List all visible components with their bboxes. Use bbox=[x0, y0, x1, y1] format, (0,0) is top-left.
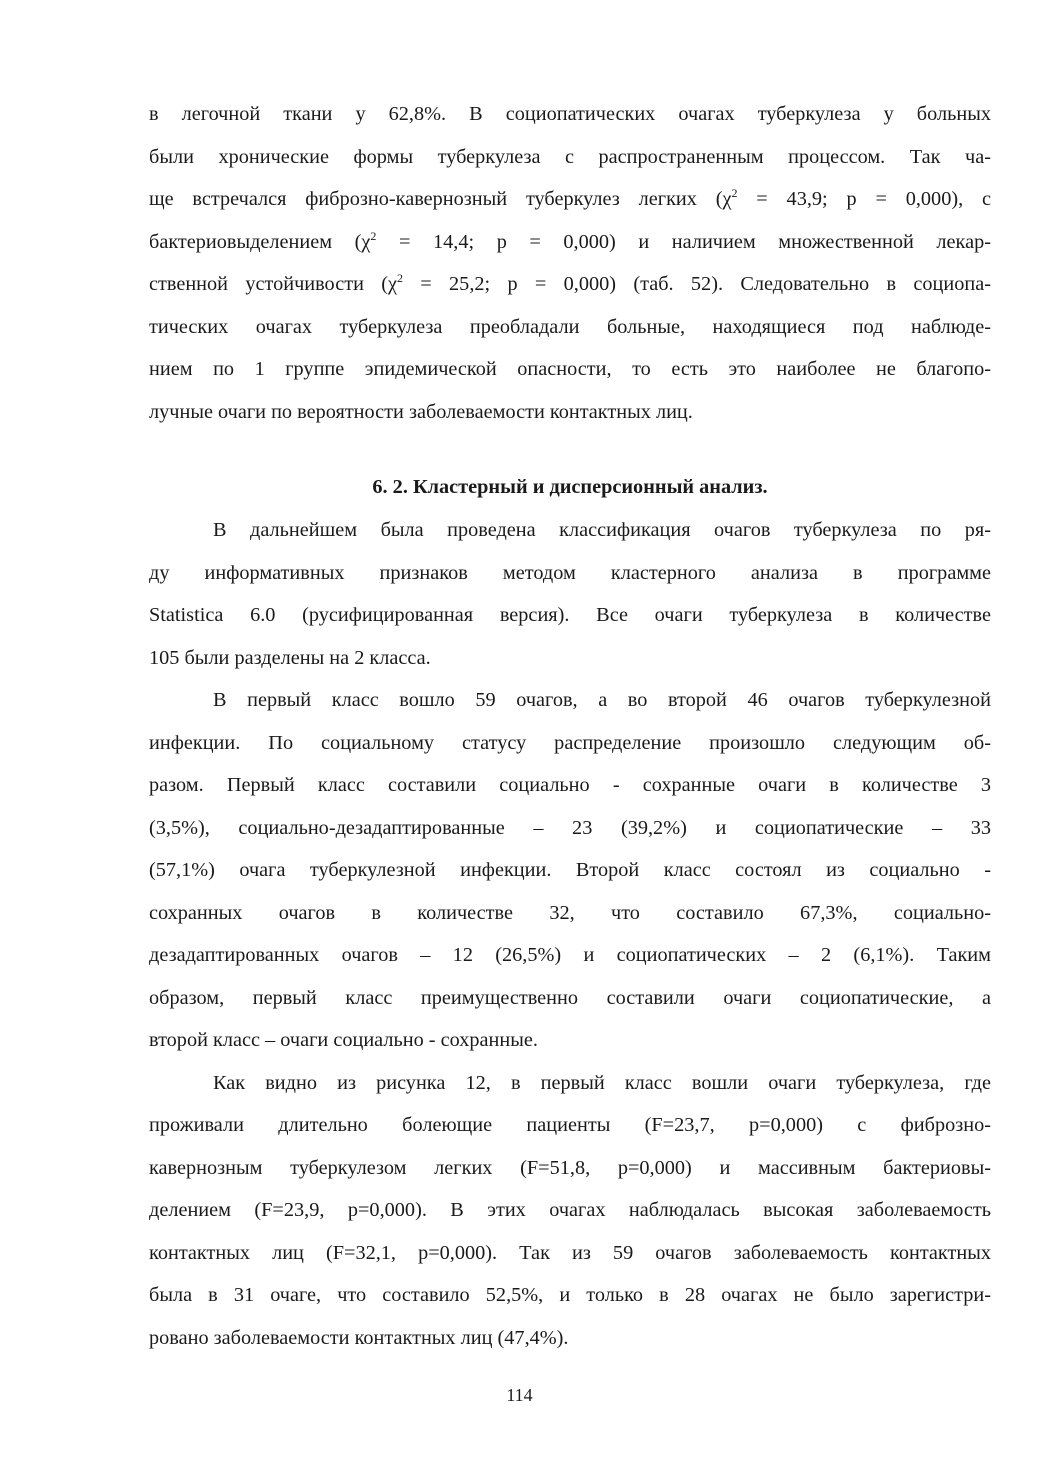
text-line: 105 были разделены на 2 класса. bbox=[149, 646, 431, 669]
text-line: ровано заболеваемости контактных лиц (47,4%). bbox=[149, 1326, 569, 1349]
section-heading: 6. 2. Кластерный и дисперсионный анализ. bbox=[372, 476, 768, 498]
text-line: (57,1%) очага туберкулезной инфекции. Второй класс состоял из социально - bbox=[149, 859, 991, 881]
text-line: ственной устойчивости ($\chi^2 = 25,2$; р = 0,000) (таб. 52). Следовательно в социопа- bbox=[149, 271, 991, 295]
text-line: контактных лиц (F=32,1, р=0,000). Так из 59 очагов заболеваемость контактных bbox=[149, 1241, 991, 1264]
text-line: образом, первый класс преимущественно составили очаги социопатические, а bbox=[149, 986, 991, 1009]
text-section-intro bbox=[149, 93, 991, 433]
paragraph bbox=[149, 93, 991, 433]
document-page bbox=[149, 93, 991, 1359]
text-line: сохранных очагов в количестве 32, что составило 67,3%, социально- bbox=[149, 901, 991, 924]
text-line: дезадаптированных очагов – 12 (26,5%) и социопатических – 2 (6,1%). Таким bbox=[149, 944, 991, 966]
text-line: кавернозным туберкулезом легких (F=51,8, р=0,000) и массивным бактериовы- bbox=[149, 1156, 991, 1179]
text-line: второй класс – очаги социально - сохранные. bbox=[149, 1029, 538, 1051]
text-line: была в 31 очаге, что составило 52,5%, и только в 28 очагах не было зарегистри- bbox=[149, 1284, 991, 1306]
text-line: проживали длительно болеющие пациенты (F=23,7, р=0,000) с фиброзно- bbox=[149, 1114, 991, 1136]
text-line: тических очагах туберкулеза преобладали больные, находящиеся под наблюде- bbox=[149, 315, 991, 338]
text-line: ду информативных признаков методом кластерного анализа в программе bbox=[149, 561, 991, 584]
paragraph bbox=[149, 679, 991, 1062]
text-line: лучные очаги по вероятности заболеваемости контактных лиц. bbox=[149, 400, 693, 423]
text-line: ще встречался фиброзно-кавернозный туберкулез легких ($\chi^2 = 43,9$; р = 0,000), с bbox=[149, 186, 991, 210]
text-line: в легочной ткани у 62,8%. В социопатических очагах туберкулеза у больных bbox=[149, 103, 991, 125]
text-line: бактериовыделением ($\chi^2 = 14,4$; р = 0,000) и наличием множественной лекар- bbox=[149, 228, 991, 253]
page-number: 114 bbox=[506, 1385, 533, 1405]
paragraph bbox=[149, 1062, 991, 1360]
text-line: делением (F=23,9, р=0,000). В этих очагах наблюдалась высокая заболеваемость bbox=[149, 1199, 991, 1221]
text-line: В первый класс вошло 59 очагов, а во второй 46 очагов туберкулезной bbox=[213, 689, 991, 711]
text-section-cluster-analysis bbox=[149, 509, 991, 1359]
text-line: нием по 1 группе эпидемической опасности, то есть это наиболее не благопо- bbox=[149, 358, 991, 380]
text-line: инфекции. По социальному статусу распределение произошло следующим об- bbox=[149, 731, 991, 754]
text-line: Statistica 6.0 (русифицированная версия). Все очаги туберкулеза в количестве bbox=[149, 604, 991, 626]
text-line: В дальнейшем была проведена классификация очагов туберкулеза по ря- bbox=[213, 519, 991, 541]
text-line: Как видно из рисунка 12, в первый класс вошли очаги туберкулеза, где bbox=[213, 1071, 991, 1094]
text-line: разом. Первый класс составили социально - сохранные очаги в количестве 3 bbox=[149, 774, 991, 796]
text-line: (3,5%), социально-дезадаптированные – 23 (39,2%) и социопатические – 33 bbox=[149, 816, 991, 839]
text-line: были хронические формы туберкулеза с распространенным процессом. Так ча- bbox=[149, 145, 991, 168]
paragraph bbox=[149, 509, 991, 679]
